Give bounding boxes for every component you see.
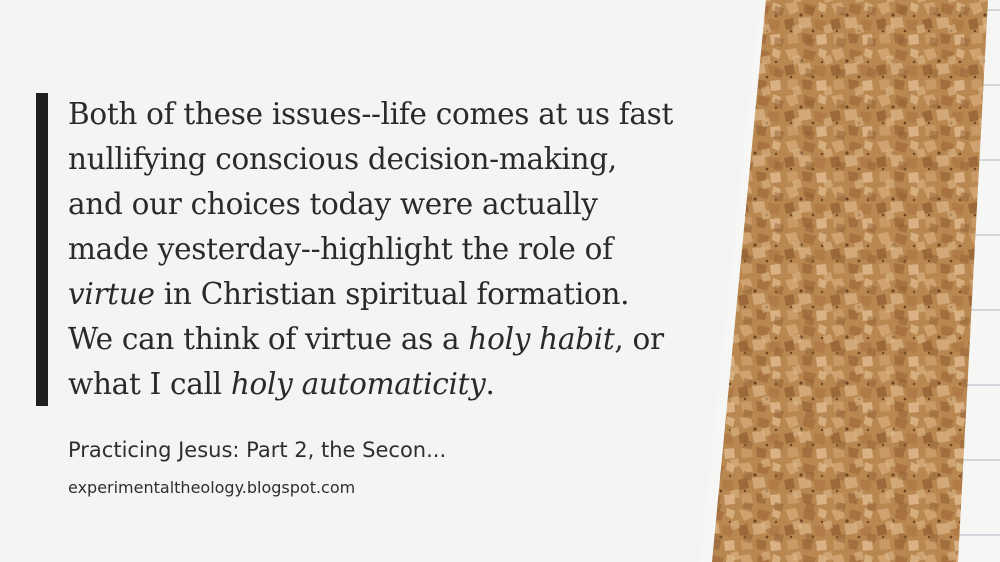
quote-line-2: nullifying conscious decision-making, (68, 142, 617, 176)
link-domain[interactable]: experimentaltheology.blogspot.com (68, 478, 356, 497)
quote-line-3: and our choices today were actually (68, 187, 598, 221)
quote-text (68, 92, 708, 407)
link-title[interactable]: Practicing Jesus: Part 2, the Secon... (68, 438, 447, 462)
quote-line-7: what I call holy automaticity. (68, 367, 495, 401)
quote-line-5: virtue in Christian spiritual formation. (68, 277, 630, 311)
quote-line-1: Both of these issues--life comes at us fast (68, 97, 674, 131)
quote-line-6: We can think of virtue as a holy habit, or (68, 322, 664, 356)
quote-line-4: made yesterday--highlight the role of (68, 232, 613, 266)
quote-bar (36, 93, 48, 406)
